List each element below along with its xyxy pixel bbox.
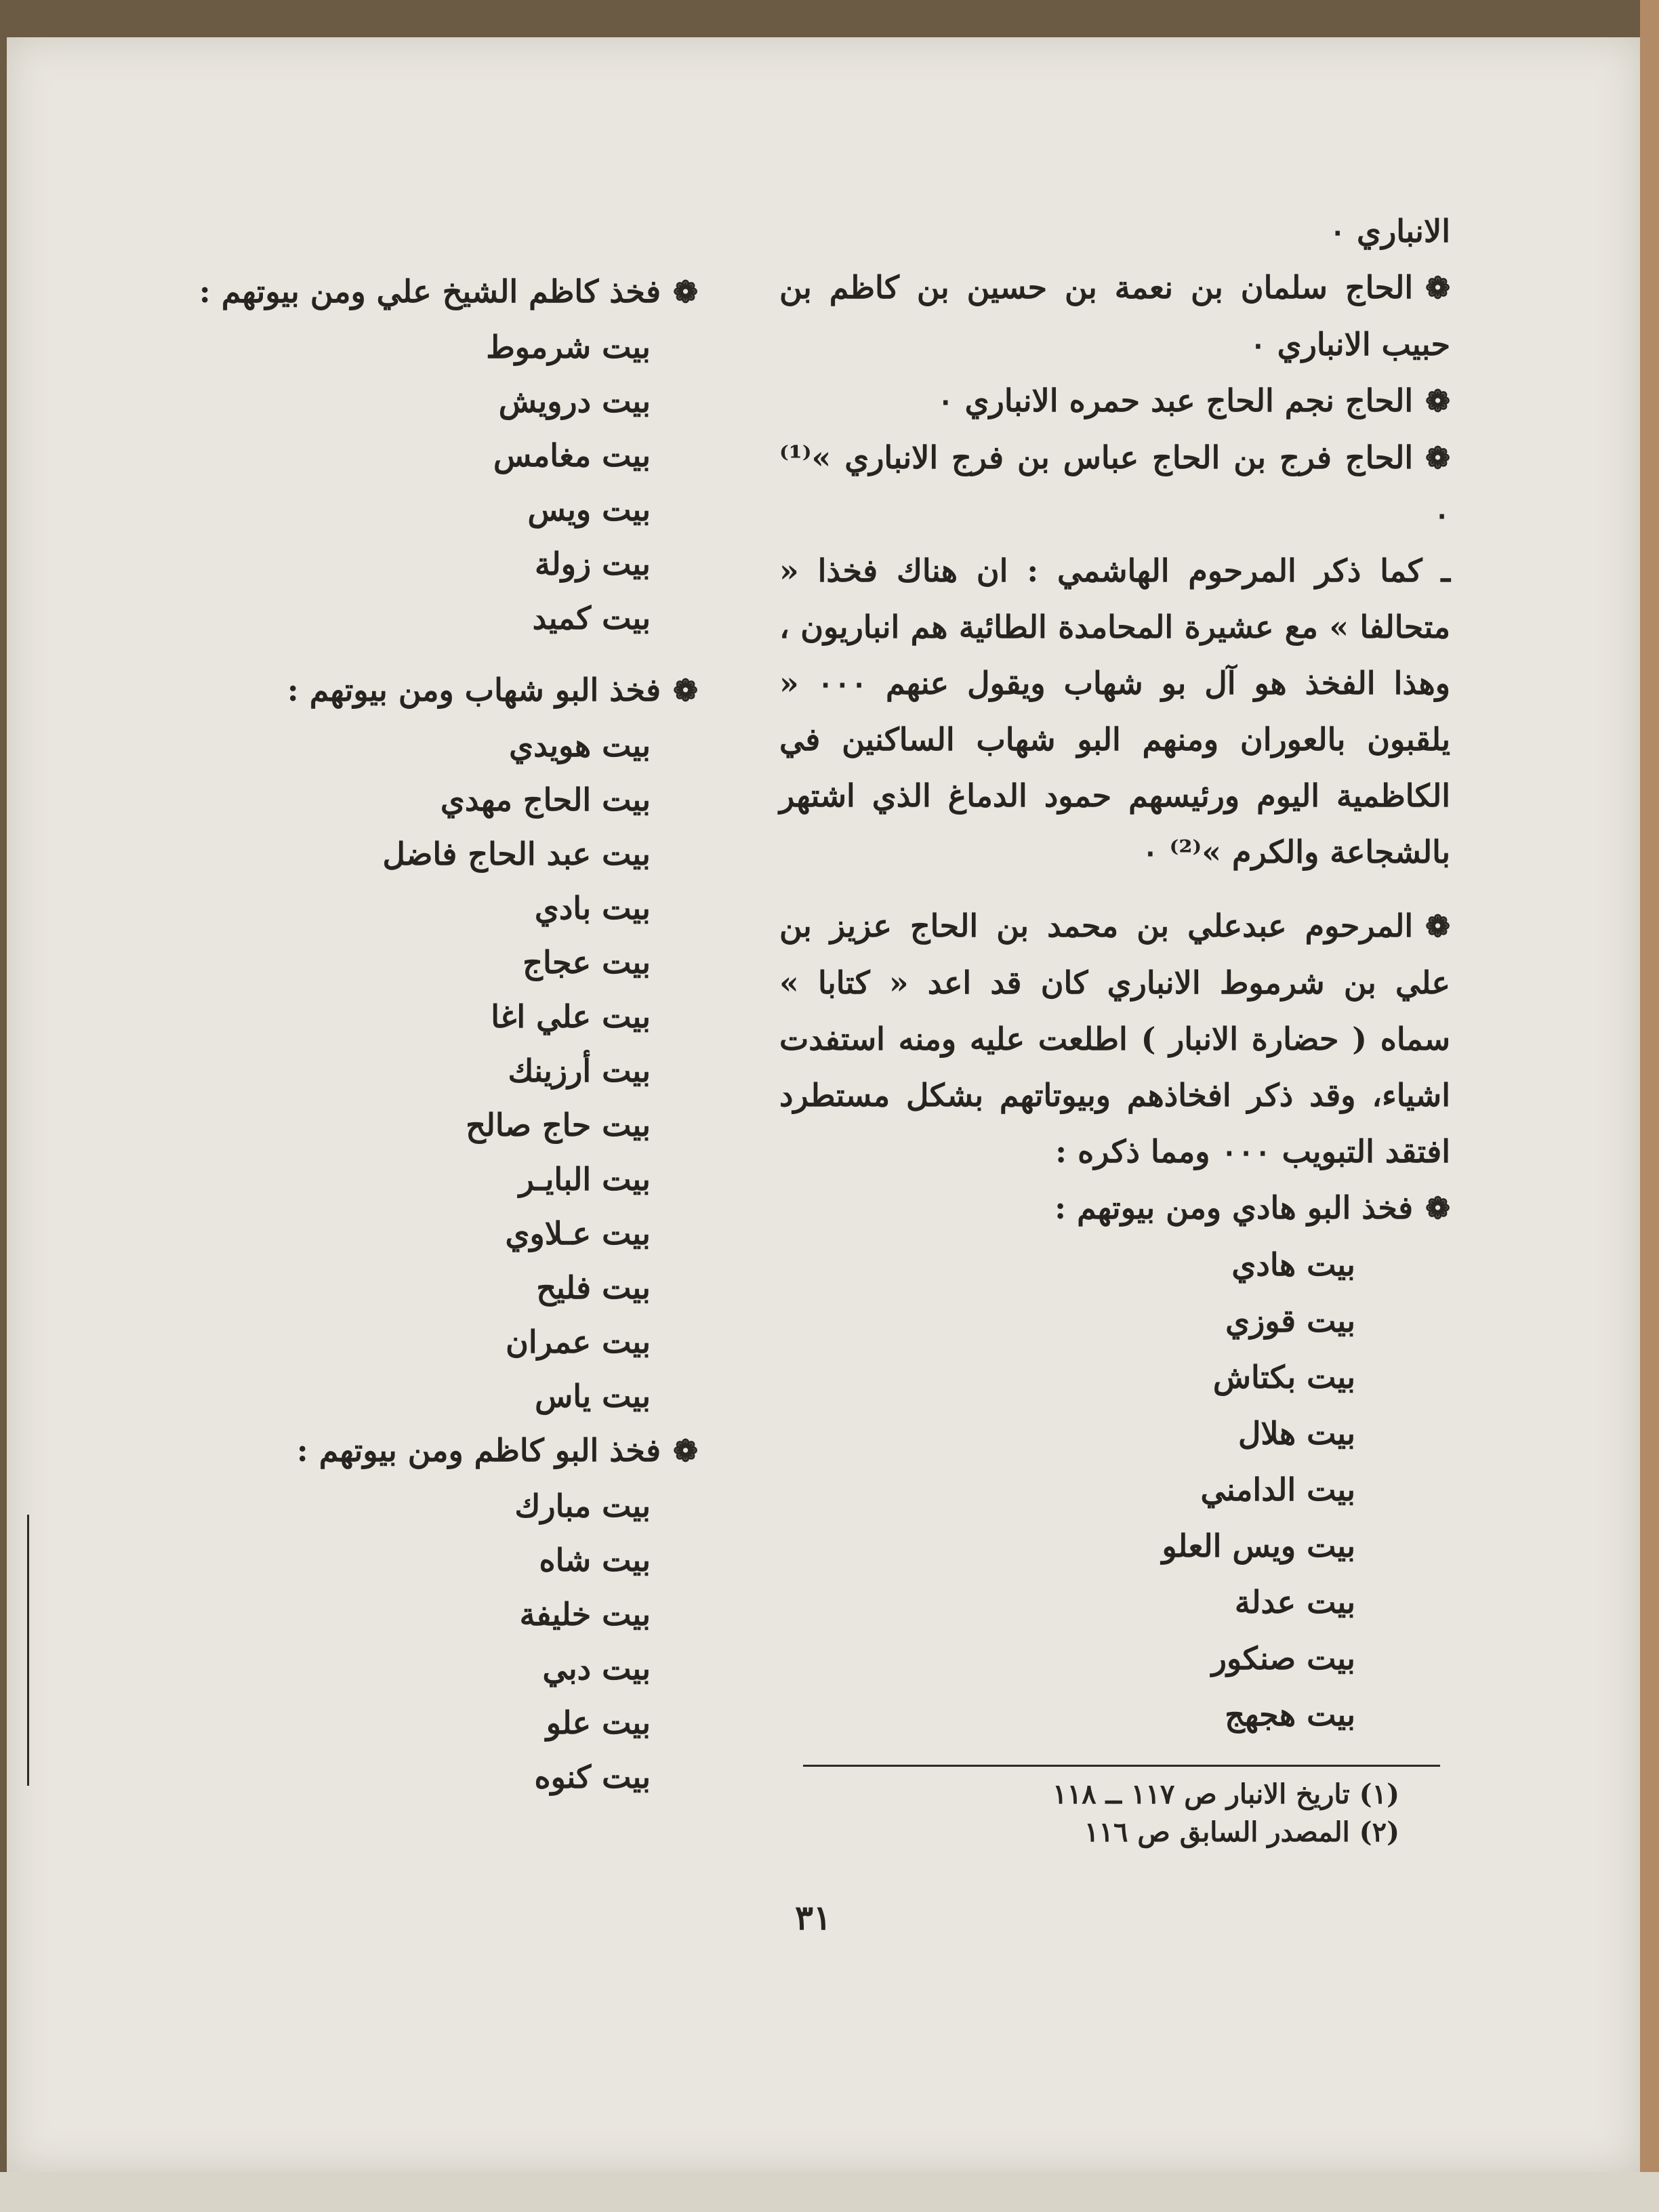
list-item: بيت هلال xyxy=(1238,1415,1355,1452)
entry-text: الحاج نجم الحاج عبد حمره الانباري ٠ xyxy=(937,382,1414,419)
left-column xyxy=(183,264,698,1804)
list-item: بيت عدلة xyxy=(1234,1584,1355,1620)
asterisk-flower-icon: ❁ xyxy=(1425,1191,1450,1226)
clan-title: فخذ كاظم الشيخ علي ومن بيوتهم : xyxy=(199,273,661,310)
paragraph-continuation: الانباري ٠ xyxy=(1329,213,1450,249)
list-item: بيت أرزينك xyxy=(508,1052,651,1089)
list-item: بيت فليح xyxy=(536,1269,651,1306)
list-item: بيت البايـر xyxy=(518,1161,651,1197)
list-item: بيت درويش xyxy=(498,383,651,419)
footnote-1: (١) تاريخ الانبار ص ١١٧ ــ ١١٨ xyxy=(1052,1778,1399,1810)
asterisk-flower-icon: ❁ xyxy=(673,1434,698,1469)
asterisk-flower-icon: ❁ xyxy=(1425,271,1450,306)
footnote-divider xyxy=(803,1765,1440,1767)
list-item: بيت قوزي xyxy=(1225,1303,1355,1339)
background-surface xyxy=(0,2172,1659,2212)
clan-heading xyxy=(183,1423,698,1479)
page-number: ٣١ xyxy=(795,1898,832,1938)
asterisk-flower-icon: ❁ xyxy=(1425,441,1450,476)
list-item: بيت عمران xyxy=(506,1324,651,1360)
list-item: بيت ويس العلو xyxy=(1162,1528,1355,1564)
list-item: بيت شرموط xyxy=(486,329,651,365)
list-item: بيت هادي xyxy=(1231,1246,1355,1283)
list-item: بيت ويس xyxy=(527,491,651,528)
clan-title: فخذ البو كاظم ومن بيوتهم : xyxy=(296,1432,661,1469)
paragraph-hashemi: ـ كما ذكر المرحوم الهاشمي : ان هناك فخذا « متحالفا » مع عشيرة المحامدة الطائية هم انباريون ، وهذا الفخذ هو آل بو شهاب ويقول عنهم ٠٠٠ « يلقبون بالعوران ومنهم البو شهاب الساكنين في الكاظمية اليوم ورئيسهم حمود الدماغ الذي اشتهر بالشجاعة والكرم »⁽²⁾ ٠ xyxy=(779,552,1450,870)
list-item: بيت كنوه xyxy=(534,1759,651,1795)
paragraph-entry xyxy=(779,373,1450,430)
asterisk-flower-icon: ❁ xyxy=(1425,909,1450,944)
list-item: بيت عـلاوي xyxy=(505,1215,651,1252)
book-spine-edge xyxy=(1640,0,1659,2212)
facing-page-edge xyxy=(7,1515,29,1786)
list-item: بيت حاج صالح xyxy=(466,1107,651,1143)
paragraph-entry xyxy=(779,430,1450,543)
list-item: بيت علو xyxy=(546,1704,651,1741)
entry-text: الحاج سلمان بن نعمة بن حسين بن كاظم بن حبيب الانباري ٠ xyxy=(779,269,1450,363)
clan-title: فخذ البو هادي ومن بيوتهم : xyxy=(1054,1189,1414,1226)
list-item: بيت علي اغا xyxy=(491,998,651,1035)
list-item: بيت ياس xyxy=(535,1378,651,1414)
asterisk-flower-icon: ❁ xyxy=(673,674,698,708)
list-item: بيت خليفة xyxy=(519,1596,651,1633)
list-item: بيت صنكور xyxy=(1211,1640,1355,1677)
footnotes xyxy=(803,1776,1399,1851)
right-column xyxy=(779,203,1450,1743)
clan-heading xyxy=(183,264,698,320)
list-item: بيت بادي xyxy=(534,890,651,926)
asterisk-flower-icon: ❁ xyxy=(1425,384,1450,419)
entry-text: الحاج فرج بن الحاج عباس بن فرج الانباري »⁽¹⁾ ٠ xyxy=(779,439,1450,533)
list-item: بيت هجهج xyxy=(1225,1696,1355,1733)
list-item: بيت كميد xyxy=(532,600,651,636)
clan-heading xyxy=(779,1180,1450,1237)
list-item: بيت بكتاش xyxy=(1212,1359,1355,1395)
clan-heading xyxy=(183,663,698,718)
paragraph-entry xyxy=(779,260,1450,373)
list-item: بيت عبد الحاج فاضل xyxy=(382,836,651,872)
list-item: بيت مغامس xyxy=(493,437,651,474)
asterisk-flower-icon: ❁ xyxy=(673,275,698,310)
list-item: بيت زولة xyxy=(535,546,651,582)
paragraph-entry xyxy=(779,898,1450,1180)
clan-title: فخذ البو شهاب ومن بيوتهم : xyxy=(287,672,661,708)
list-item: بيت هويدي xyxy=(509,727,651,764)
list-item: بيت الدامني xyxy=(1200,1471,1355,1508)
list-item: بيت مبارك xyxy=(514,1488,651,1524)
entry-text: المرحوم عبدعلي بن محمد بن الحاج عزيز بن علي بن شرموط الانباري كان قد اعد « كتابا » سماه ( حضارة الانبار ) اطلعت عليه ومنه استفدت اشياء، وقد ذكر افخاذهم وبيوتاتهم بشكل مستطرد افتقد التبويب ٠٠٠ ومما ذكره : xyxy=(779,907,1450,1170)
list-item: بيت شاه xyxy=(539,1542,651,1578)
list-item: بيت الحاج مهدي xyxy=(440,781,651,818)
footnote-2: (٢) المصدر السابق ص ١١٦ xyxy=(1084,1816,1399,1848)
list-item: بيت دبي xyxy=(542,1650,651,1687)
list-item: بيت عجاج xyxy=(523,944,651,981)
